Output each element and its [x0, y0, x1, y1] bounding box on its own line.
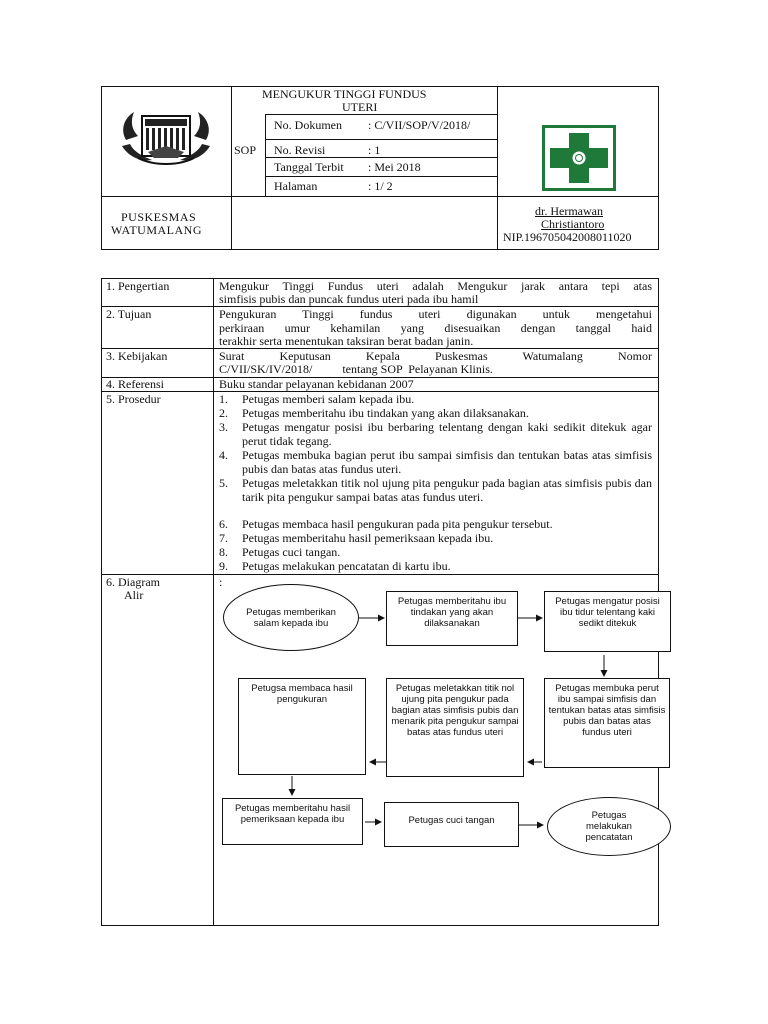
step-number: 3.: [219, 420, 228, 434]
document-title-line2: UTERI: [342, 100, 378, 114]
flow-node-memberitahu-tindakan: Petugas memberitahu ibu tindakan yang akan dilaksanakan: [386, 591, 518, 646]
step-text: Petugas melakukan pencatatan di kartu ibu.: [242, 559, 451, 573]
step-number: 4.: [219, 448, 228, 462]
flow-node-start-salam: Petugas memberikan salam kepada ibu: [223, 584, 359, 651]
diagram-colon: :: [219, 575, 223, 589]
kebijakan-line1: Surat Keputusan Kepala Puskesmas Watumalang Nomor: [219, 349, 652, 363]
halaman-label: Halaman: [274, 179, 318, 193]
referensi-text: Buku standar pelayanan kebidanan 2007: [219, 377, 414, 391]
sop-label: SOP: [234, 143, 257, 157]
tujuan-line2: perkiraan umur kehamilan yang disesuaikan dengan tanggal haid: [219, 321, 652, 335]
pengertian-line1: Mengukur Tinggi Fundus uteri adalah Mengukur jarak antara tepi atas: [219, 279, 652, 293]
signer-name-line1: dr. Hermawan: [535, 204, 603, 218]
step-number: 1.: [219, 392, 228, 406]
step-number: 9.: [219, 559, 228, 573]
step-text: Petugas memberi salam kepada ibu.: [242, 392, 415, 406]
no-revisi-label: No. Revisi: [274, 143, 326, 157]
tanggal-terbit-value: : Mei 2018: [368, 160, 421, 174]
step-text: Petugas mengatur posisi ibu berbaring telentang dengan kaki sedikit ditekuk agar perut tidak tegang.: [242, 420, 652, 448]
step-text: Petugas cuci tangan.: [242, 545, 341, 559]
step-text: Petugas meletakkan titik nol ujung pita pengukur pada bagian atas simfisis pubis dan tarik pita pengukur sampai batas atas fundus uteri.: [242, 476, 652, 504]
org-name-line1: PUSKESMAS: [121, 210, 197, 224]
no-revisi-value: : 1: [368, 143, 381, 157]
flow-node-end-pencatatan: Petugas melakukan pencatatan: [547, 797, 671, 856]
step-number: 7.: [219, 531, 228, 545]
section-label-kebijakan: 3. Kebijakan: [106, 349, 168, 363]
tujuan-line3: terakhir serta menentukan taksiran berat badan janin.: [219, 334, 474, 348]
document-title-line1: MENGUKUR TINGGI FUNDUS: [262, 87, 427, 101]
kebijakan-line2: C/VII/SK/IV/2018/ tentang SOP Pelayanan Klinis.: [219, 362, 493, 376]
no-dokumen-label: No. Dokumen: [274, 118, 342, 132]
section-label-pengertian: 1. Pengertian: [106, 279, 170, 293]
signer-nip: NIP.196705042008011020: [503, 230, 632, 244]
tujuan-line1: Pengukuran Tinggi fundus uteri digunakan untuk mengetahui: [219, 307, 652, 321]
pengertian-line2: simfisis pubis dan puncak fundus uteri pada ibu hamil: [219, 292, 479, 306]
step-number: 6.: [219, 517, 228, 531]
flow-node-memberitahu-hasil: Petugas memberitahu hasil pemeriksaan kepada ibu: [222, 798, 363, 845]
step-text: Petugas memberitahu ibu tindakan yang akan dilaksanakan.: [242, 406, 529, 420]
step-text: Petugas memberitahu hasil pemeriksaan kepada ibu.: [242, 531, 494, 545]
step-number: 8.: [219, 545, 228, 559]
step-text: Petugas membaca hasil pengukuran pada pita pengukur tersebut.: [242, 517, 553, 531]
flow-node-cuci-tangan: Petugas cuci tangan: [384, 802, 519, 847]
section-label-diagram-line1: 6. Diagram: [106, 575, 160, 589]
section-label-prosedur: 5. Prosedur: [106, 392, 161, 406]
flow-node-meletakkan-pita: Petugas meletakkan titik nol ujung pita pengukur pada bagian atas simfisis pubis dan menarik pita pengukur sampai batas atas fundus uteri: [386, 678, 524, 777]
flow-node-mengatur-posisi: Petugas mengatur posisi ibu tidur telentang kaki sedikt ditekuk: [544, 591, 671, 652]
no-dokumen-value: : C/VII/SOP/V/2018/: [368, 118, 471, 132]
flow-node-membuka-perut: Petugas membuka perut ibu sampai simfisis dan tentukan batas atas simfisis pubis dan batas atas fundus uteri: [544, 678, 670, 768]
section-label-referensi: 4. Referensi: [106, 377, 164, 391]
signer-name-line2: Christiantoro: [541, 217, 605, 231]
flow-node-membaca-hasil: Petugsa membaca hasil pengukuran: [238, 678, 366, 775]
step-number: 5.: [219, 476, 228, 490]
halaman-value: : 1/ 2: [368, 179, 393, 193]
step-number: 2.: [219, 406, 228, 420]
section-label-tujuan: 2. Tujuan: [106, 307, 152, 321]
org-name-line2: WATUMALANG: [111, 223, 202, 237]
section-label-diagram-line2: Alir: [124, 588, 144, 602]
step-text: Petugas membuka bagian perut ibu sampai simfisis dan tentukan batas atas simfisis pubis dan batas atas fundus uteri.: [242, 448, 652, 476]
tanggal-terbit-label: Tanggal Terbit: [274, 160, 344, 174]
